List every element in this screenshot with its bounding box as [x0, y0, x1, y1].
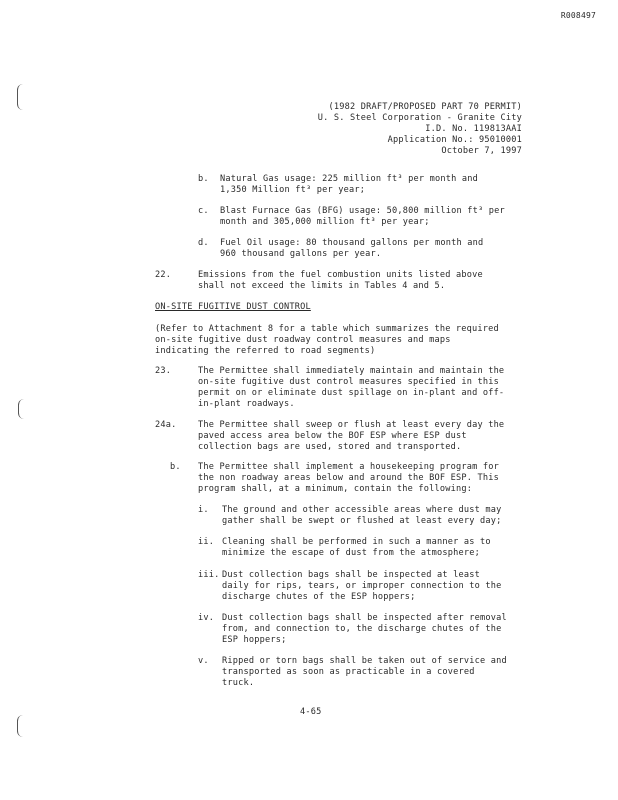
header-line: I.D. No. 119813AAI — [425, 124, 522, 134]
paragraph-line: permit on or eliminate dust spillage on in-plant and off- — [198, 388, 505, 398]
paragraph-line: the non roadway areas below and around the BOF ESP. This — [198, 473, 499, 483]
header-line: October 7, 1997 — [441, 146, 522, 156]
margin-mark — [17, 715, 24, 737]
list-marker: ii. — [198, 537, 215, 547]
condition-number: 24a. — [155, 420, 177, 430]
list-marker: iv. — [198, 613, 215, 623]
list-item-line: minimize the escape of dust from the atmosphere; — [222, 548, 480, 558]
paragraph-line: in-plant roadways. — [198, 399, 295, 409]
paragraph-line: The Permittee shall sweep or flush at least every day the — [198, 420, 505, 430]
paragraph-line: collection bags are used, stored and transported. — [198, 442, 462, 452]
list-marker: b. — [170, 462, 181, 472]
list-item-line: The ground and other accessible areas where dust may — [222, 505, 502, 515]
header-line: Application No.: 95010001 — [387, 135, 522, 145]
list-marker: c. — [198, 206, 209, 216]
paragraph-line: The Permittee shall immediately maintain and maintain the — [198, 366, 505, 376]
paragraph-line: on-site fugitive dust roadway control measures and maps — [155, 335, 451, 345]
list-item-line: gather shall be swept or flushed at least every day; — [222, 516, 502, 526]
list-item-line: daily for rips, tears, or improper connection to the — [222, 581, 502, 591]
list-marker: b. — [198, 174, 209, 184]
list-marker: v. — [198, 656, 209, 666]
list-item-line: Ripped or torn bags shall be taken out of service and — [222, 656, 507, 666]
list-item-line: Cleaning shall be performed in such a manner as to — [222, 537, 491, 547]
paragraph-line: The Permittee shall implement a housekeeping program for — [198, 462, 499, 472]
list-item-line: 960 thousand gallons per year. — [220, 249, 382, 259]
list-item-line: from, and connection to, the discharge chutes of the — [222, 624, 502, 634]
list-marker: i. — [198, 505, 209, 515]
list-marker: d. — [198, 238, 209, 248]
list-item-line: Dust collection bags shall be inspected at least — [222, 570, 480, 580]
header-line: (1982 DRAFT/PROPOSED PART 70 PERMIT) — [328, 102, 522, 112]
paragraph-line: shall not exceed the limits in Tables 4 and 5. — [198, 281, 446, 291]
list-item-line: Blast Furnace Gas (BFG) usage: 50,800 million ft³ per — [220, 206, 505, 216]
list-item-line: month and 305,000 million ft³ per year; — [220, 217, 430, 227]
margin-mark — [18, 399, 25, 419]
section-heading: ON-SITE FUGITIVE DUST CONTROL — [155, 302, 311, 312]
page-number: 4-65 — [300, 707, 322, 717]
header-line: U. S. Steel Corporation - Granite City — [317, 113, 522, 123]
document-id: R008497 — [560, 11, 596, 20]
margin-mark — [17, 84, 24, 110]
paragraph-line: program shall, at a minimum, contain the following: — [198, 484, 473, 494]
list-item-line: discharge chutes of the ESP hoppers; — [222, 592, 416, 602]
list-item-line: 1,350 Million ft³ per year; — [220, 185, 366, 195]
paragraph-line: Emissions from the fuel combustion units listed above — [198, 270, 483, 280]
paragraph-line: on-site fugitive dust control measures specified in this — [198, 377, 499, 387]
paragraph-line: paved access area below the BOF ESP where ESP dust — [198, 431, 467, 441]
list-item-line: Dust collection bags shall be inspected after removal — [222, 613, 507, 623]
list-item-line: ESP hoppers; — [222, 635, 287, 645]
condition-number: 23. — [155, 366, 172, 376]
paragraph-line: indicating the referred to road segments) — [155, 346, 376, 356]
list-item-line: Natural Gas usage: 225 million ft³ per month and — [220, 174, 478, 184]
list-item-line: Fuel Oil usage: 80 thousand gallons per month and — [220, 238, 484, 248]
condition-number: 22. — [155, 270, 172, 280]
list-item-line: transported as soon as practicable in a covered — [222, 667, 475, 677]
paragraph-line: (Refer to Attachment 8 for a table which summarizes the required — [155, 324, 499, 334]
list-marker: iii. — [198, 570, 220, 580]
list-item-line: truck. — [222, 678, 255, 688]
